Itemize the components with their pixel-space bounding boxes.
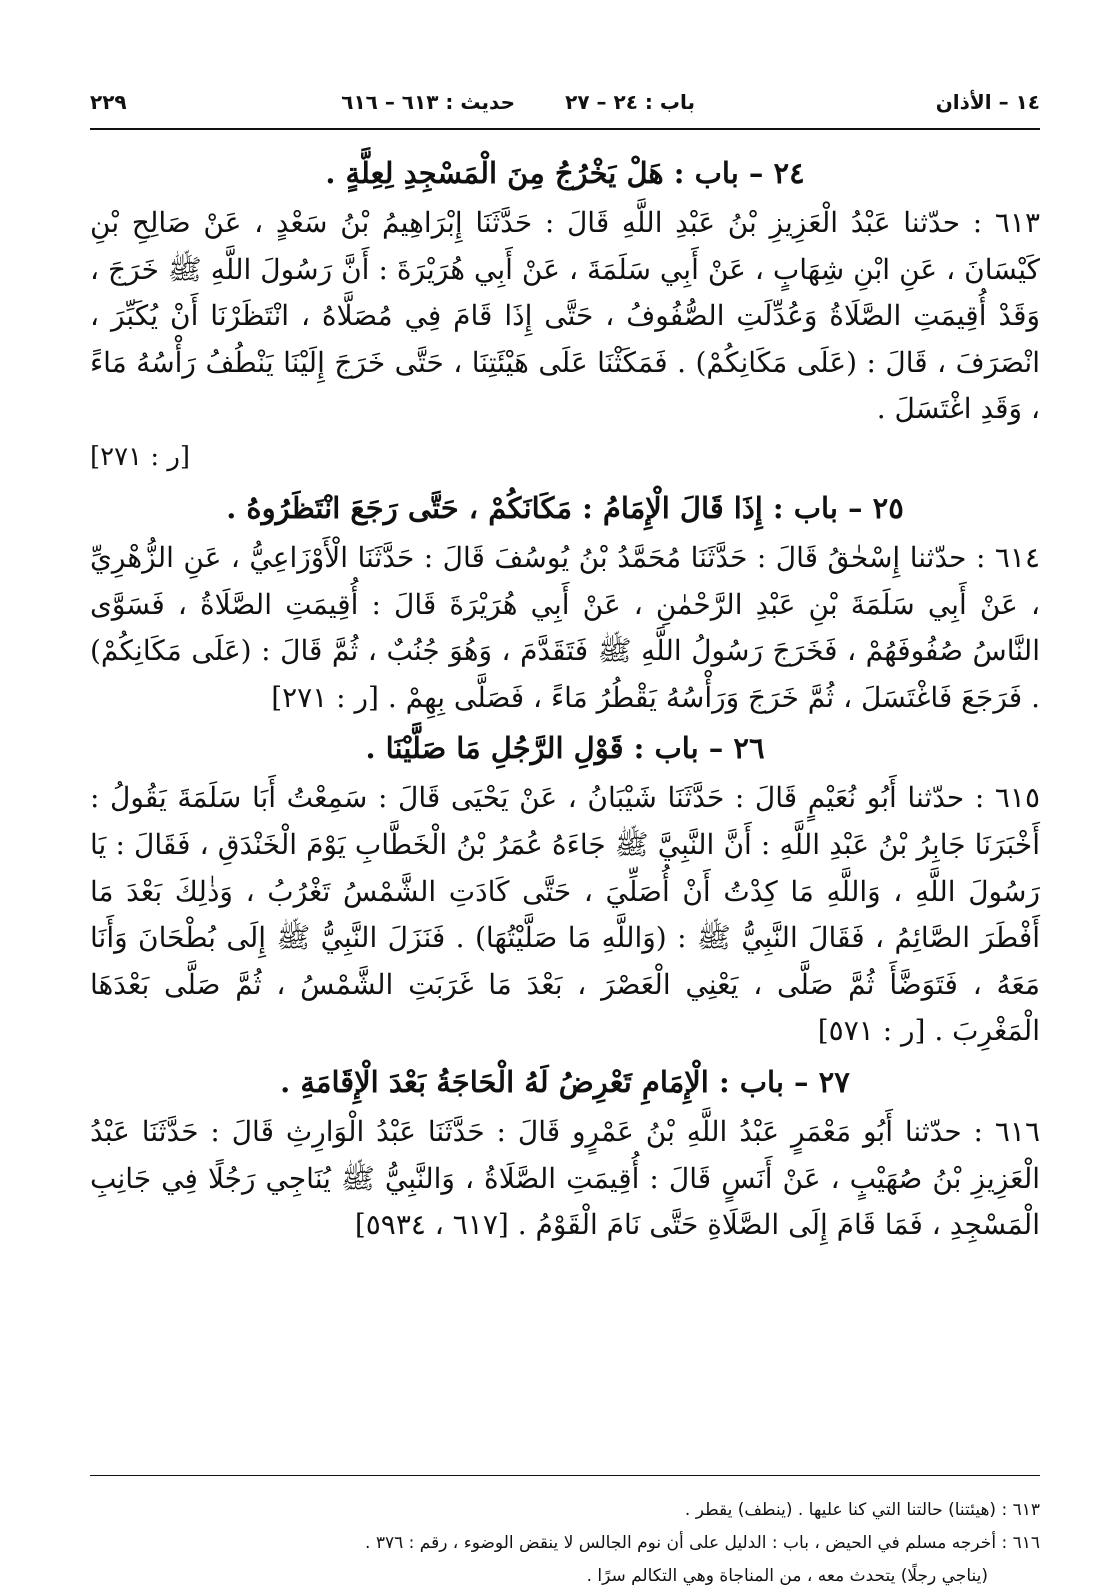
footnotes — [90, 1475, 1040, 1593]
chapter-title-24: ٢٤ – باب : هَلْ يَخْرُجُ مِنَ الْمَسْجِدِ لِعِلَّةٍ . — [325, 156, 805, 190]
chapter-title-27: ٢٧ – باب : الْإِمَامِ تَعْرِضُ لَهُ الْحَاجَةُ بَعْدَ الْإِقَامَةِ . — [280, 1064, 850, 1099]
hadith-615: ٦١٥ : حدّثنا أَبُو نُعَيْمٍ قَالَ : حَدَّثَنَا شَيْبَانُ ، عَنْ يَحْيَى قَالَ : سَمِعْتُ أَبَا سَلَمَةَ يَقُولُ : أَخْبَرَنَا جَابِرُ بْنُ عَبْدِ اللَّهِ : أَنَّ النَّبِيَّ ﷺ جَاءَهُ عُمَرُ بْنُ الْخَطَّابِ يَوْمَ الْخَنْدَقِ ، فَقَالَ : يَا رَسُولَ اللَّهِ ، وَاللَّهِ مَا كِدْتُ أَنْ أُصَلِّيَ ، حَتَّى كَادَتِ الشَّمْسُ تَغْرُبُ ، وَذٰلِكَ بَعْدَ مَا أَفْطَرَ الصَّائِمُ ، فَقَالَ النَّبِيُّ ﷺ : (وَاللَّهِ مَا صَلَّيْتُهَا) . فَنَزَلَ النَّبِيُّ ﷺ إِلَى بُطْحَانَ وَأَنَا مَعَهُ ، فَتَوَضَّأَ ثُمَّ صَلَّى ، يَعْنِي الْعَصْرَ ، بَعْدَ مَا غَرَبَتِ الشَّمْسُ ، ثُمَّ صَلَّى بَعْدَهَا الْمَغْرِبَ . [ر : ٥٧١] — [90, 781, 1040, 1048]
chapter-title-25: ٢٥ – باب : إِذَا قَالَ الْإِمَامُ : مَكَانَكُمْ ، حَتَّى رَجَعَ انْتَظَرُوهُ . — [226, 490, 904, 525]
footnote-616-continued: (يناجي رجلًا) يتحدث معه ، من المناجاة وهي التكالم سرًا . — [586, 1566, 988, 1586]
page-number: ٢٢٩ — [90, 90, 127, 114]
hadith-613: ٦١٣ : حدّثنا عَبْدُ الْعَزِيزِ بْنُ عَبْدِ اللَّهِ قَالَ : حَدَّثَنَا إِبْرَاهِيمُ بْنُ سَعْدٍ ، عَنْ صَالِحِ بْنِ كَيْسَانَ ، عَنِ ابْنِ شِهَابٍ ، عَنْ أَبِي سَلَمَةَ ، عَنْ أَبِي هُرَيْرَةَ : أَنَّ رَسُولَ اللَّهِ ﷺ خَرَجَ ، وَقَدْ أُقِيمَتِ الصَّلَاةُ وَعُدِّلَتِ الصُّفُوفُ ، حَتَّى إِذَا قَامَ فِي مُصَلَّاهُ ، انْتَظَرْنَا أَنْ يُكَبِّرَ ، انْصَرَفَ ، قَالَ : (عَلَى مَكَانِكُمْ) . فَمَكَثْنَا عَلَى هَيْئَتِنَا ، حَتَّى خَرَجَ إِلَيْنَا يَنْطُفُ رَأْسُهُ مَاءً ، وَقَدِ اغْتَسَلَ . — [90, 206, 1040, 426]
chapter-title-26: ٢٦ – باب : قَوْلِ الرَّجُلِ مَا صَلَّيْنَا . — [365, 731, 765, 766]
page-body — [90, 146, 1040, 1249]
header-bab-range: باب : ٢٤ – ٢٧ — [565, 90, 695, 114]
footnote-613: ٦١٣ : (هيئتنا) حالتنا التي كنا عليها . (ينطف) يقطر . — [684, 1500, 1040, 1520]
running-header — [90, 80, 1040, 130]
book-page — [90, 80, 1040, 1586]
header-hadith-range: حديث : ٦١٣ – ٦١٦ — [341, 90, 515, 114]
header-chapter: ١٤ – الأذان — [935, 90, 1040, 114]
hadith-613-reference: [ر : ٢٧١] — [90, 441, 191, 472]
hadith-614: ٦١٤ : حدّثنا إِسْحٰقُ قَالَ : حَدَّثَنَا مُحَمَّدُ بْنُ يُوسُفَ قَالَ : حَدَّثَنَا الْأَوْزَاعِيُّ ، عَنِ الزُّهْرِيِّ ، عَنْ أَبِي سَلَمَةَ بْنِ عَبْدِ الرَّحْمٰنِ ، عَنْ أَبِي هُرَيْرَةَ قَالَ : أُقِيمَتِ الصَّلَاةُ ، فَسَوَّى النَّاسُ صُفُوفَهُمْ ، فَخَرَجَ رَسُولُ اللَّهِ ﷺ فَتَقَدَّمَ ، وَهُوَ جُنُبٌ ، ثُمَّ قَالَ : (عَلَى مَكَانِكُمْ) . فَرَجَعَ فَاغْتَسَلَ ، ثُمَّ خَرَجَ وَرَأْسُهُ يَقْطُرُ مَاءً ، فَصَلَّى بِهِمْ . [ر : ٢٧١] — [90, 540, 1040, 714]
hadith-616: ٦١٦ : حدّثنا أَبُو مَعْمَرٍ عَبْدُ اللَّهِ بْنُ عَمْرٍو قَالَ : حَدَّثَنَا عَبْدُ الْوَارِثِ قَالَ : حَدَّثَنَا عَبْدُ الْعَزِيزِ بْنُ صُهَيْبٍ ، عَنْ أَنَسٍ قَالَ : أُقِيمَتِ الصَّلَاةُ ، وَالنَّبِيُّ ﷺ يُنَاجِي رَجُلًا فِي جَانِبِ الْمَسْجِدِ ، فَمَا قَامَ إِلَى الصَّلَاةِ حَتَّى نَامَ الْقَوْمُ . [٦١٧ ، ٥٩٣٤] — [90, 1114, 1040, 1242]
footnote-616: ٦١٦ : أخرجه مسلم في الحيض ، باب : الدليل على أن نوم الجالس لا ينقض الوضوء ، رقم : ٣٧٦ . — [365, 1533, 1040, 1553]
